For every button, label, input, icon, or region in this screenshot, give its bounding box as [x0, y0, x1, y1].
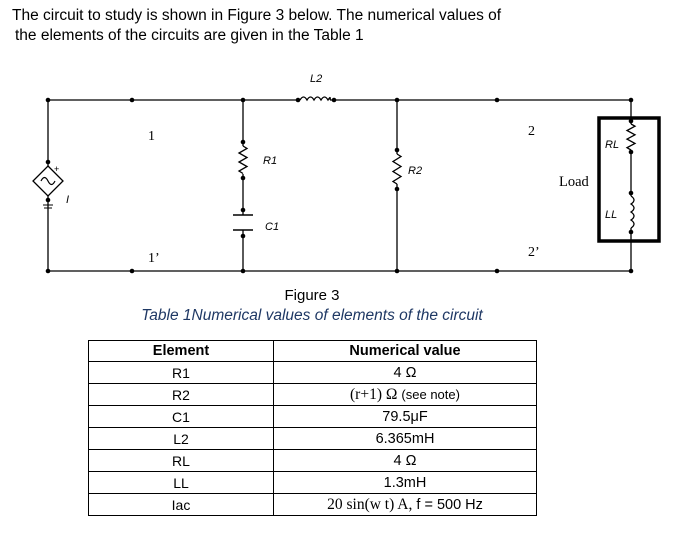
value-expression: 20 sin(w t) A,: [327, 495, 413, 513]
r2-label: R2: [408, 165, 423, 177]
value-note: f = 500 Hz: [416, 496, 483, 513]
table-row: [89, 384, 537, 406]
table-row: [89, 494, 537, 516]
node-2-prime-label: 2’: [528, 245, 540, 260]
load-label: Load: [559, 174, 589, 190]
value-cell: 6.365mH: [274, 428, 537, 450]
value-note: (see note): [401, 386, 460, 402]
table-row: [89, 362, 537, 384]
node-2-label: 2: [528, 124, 535, 139]
value-cell: 79.5μF: [274, 406, 537, 428]
header-value: Numerical value: [274, 341, 537, 362]
r2-resistor: [393, 154, 401, 184]
table-row: [89, 450, 537, 472]
figure-caption: Figure 3: [284, 287, 340, 304]
node-1-prime-label: 1’: [148, 251, 160, 266]
table-header-row: [89, 341, 537, 362]
c1-label: C1: [265, 221, 280, 233]
element-cell: R2: [89, 384, 274, 406]
values-table: [88, 340, 537, 516]
table-row: [89, 406, 537, 428]
intro-line-2: the elements of the circuits are given in the Table 1: [15, 27, 364, 44]
value-cell: 4 Ω: [274, 362, 537, 384]
element-cell: L2: [89, 428, 274, 450]
element-cell: Iac: [89, 494, 274, 516]
rl-label: RL: [605, 139, 620, 151]
header-element: Element: [89, 341, 274, 362]
table-row: [89, 428, 537, 450]
c1-capacitor: [233, 215, 253, 230]
node-1-label: 1: [148, 129, 155, 144]
table-caption: Table 1Numerical values of elements of the circuit: [141, 307, 483, 324]
r1-resistor: [239, 146, 247, 174]
value-cell: [274, 494, 537, 516]
source-plus: +: [54, 164, 60, 174]
value-expression: (r+1) Ω: [350, 385, 398, 403]
value-cell: 1.3mH: [274, 472, 537, 494]
ll-inductor: [631, 196, 634, 228]
element-cell: C1: [89, 406, 274, 428]
rl-resistor: [627, 124, 635, 150]
value-cell: [274, 384, 537, 406]
table-row: [89, 472, 537, 494]
element-cell: LL: [89, 472, 274, 494]
r1-label: R1: [263, 155, 278, 167]
element-cell: RL: [89, 450, 274, 472]
node-dots: [46, 98, 634, 274]
element-cell: R1: [89, 362, 274, 384]
l2-inductor: [300, 97, 330, 100]
l2-label: L2: [310, 73, 323, 85]
value-cell: 4 Ω: [274, 450, 537, 472]
intro-line-1: The circuit to study is shown in Figure 3 below. The numerical values of: [12, 7, 502, 24]
ll-label: LL: [605, 209, 618, 221]
load-box: [599, 118, 659, 241]
source-label: I: [66, 194, 70, 206]
